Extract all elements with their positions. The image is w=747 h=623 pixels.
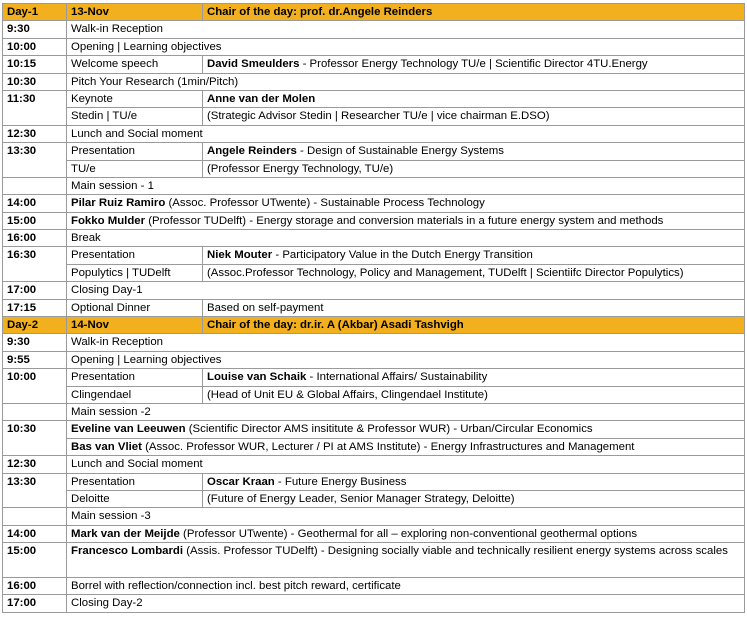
activity-text: Borrel with reflection/connection incl. best pitch reward, certificate xyxy=(71,579,401,592)
activity-text: Break xyxy=(71,232,101,245)
schedule-row xyxy=(3,525,745,542)
time-cell: 15:00 xyxy=(3,543,67,578)
activity-cell xyxy=(67,577,745,594)
detail-cell xyxy=(203,299,745,316)
time-cell: 14:00 xyxy=(3,195,67,212)
time-cell: 9:55 xyxy=(3,351,67,368)
speaker-name: Niek Mouter xyxy=(207,249,273,262)
detail-cell xyxy=(203,247,745,264)
time-cell: 16:00 xyxy=(3,230,67,247)
time-cell: 10:30 xyxy=(3,73,67,90)
schedule-row xyxy=(3,56,745,73)
session-label-cell: Populytics | TUDelft xyxy=(67,264,203,281)
schedule-row xyxy=(3,334,745,351)
activity-text: Closing Day-2 xyxy=(71,597,143,610)
time-cell xyxy=(3,177,67,194)
time-cell xyxy=(3,403,67,420)
time-cell: 15:00 xyxy=(3,212,67,229)
speaker-name: Eveline van Leeuwen xyxy=(71,423,186,436)
activity-text: Walk-in Reception xyxy=(71,23,164,36)
schedule-row xyxy=(3,143,745,160)
activity-cell xyxy=(67,195,745,212)
detail-text: Based on self-payment xyxy=(207,301,324,314)
session-label-cell: Stedin | TU/e xyxy=(67,108,203,125)
session-label-cell: TU/e xyxy=(67,160,203,177)
schedule-row xyxy=(3,21,745,38)
day-header-row xyxy=(3,317,745,334)
activity-text: Lunch and Social moment xyxy=(71,458,203,471)
schedule-row xyxy=(3,247,745,264)
schedule-row xyxy=(3,421,745,438)
time-cell: 13:30 xyxy=(3,473,67,490)
activity-cell xyxy=(67,21,745,38)
time-cell: 17:00 xyxy=(3,282,67,299)
day-label: Day-1 xyxy=(3,4,67,21)
time-cell: 10:30 xyxy=(3,421,67,438)
schedule-row xyxy=(3,508,745,525)
schedule-row xyxy=(3,108,745,125)
detail-cell xyxy=(203,490,745,507)
detail-text: (Assoc.Professor Technology, Policy and Management, TUDelft | Scientiifc Director Populytics) xyxy=(207,266,684,279)
schedule-row xyxy=(3,282,745,299)
speaker-name: Oscar Kraan xyxy=(207,475,275,488)
chair-label: Chair of the day: prof. dr.Angele Reinders xyxy=(203,4,745,21)
time-cell xyxy=(3,508,67,525)
detail-text: - Professor Energy Technology TU/e | Scientific Director 4TU.Energy xyxy=(299,58,648,71)
schedule-table xyxy=(2,3,745,613)
time-cell: 11:30 xyxy=(3,90,67,107)
detail-cell xyxy=(203,264,745,281)
day-label: Day-2 xyxy=(3,317,67,334)
activity-cell xyxy=(67,543,745,578)
schedule-row xyxy=(3,73,745,90)
session-label-cell: Presentation xyxy=(67,369,203,386)
schedule-row xyxy=(3,577,745,594)
date-label: 14-Nov xyxy=(67,317,203,334)
activity-cell xyxy=(67,212,745,229)
detail-text: - Future Energy Business xyxy=(274,475,407,488)
speaker-name: Francesco Lombardi xyxy=(71,545,184,558)
activity-text: Pitch Your Research (1min/Pitch) xyxy=(71,75,239,88)
session-label-cell: Presentation xyxy=(67,473,203,490)
time-cell: 12:30 xyxy=(3,125,67,142)
session-label-cell: Deloitte xyxy=(67,490,203,507)
activity-text: (Assoc. Professor WUR, Lecturer / PI at AMS Institute) - Energy Infrastructures and Management xyxy=(141,440,635,453)
session-label-cell: Optional Dinner xyxy=(67,299,203,316)
activity-cell xyxy=(67,125,745,142)
time-cell: 13:30 xyxy=(3,143,67,160)
schedule-row xyxy=(3,403,745,420)
session-label-cell: Keynote xyxy=(67,90,203,107)
activity-text: Walk-in Reception xyxy=(71,336,164,349)
speaker-name: Bas van Vliet xyxy=(71,440,142,453)
schedule-row xyxy=(3,595,745,612)
speaker-name: Fokko Mulder xyxy=(71,214,146,227)
schedule-row xyxy=(3,438,745,455)
speaker-name: Louise van Schaik xyxy=(207,371,307,384)
time-cell: 12:30 xyxy=(3,456,67,473)
schedule-row xyxy=(3,490,745,507)
detail-text: (Future of Energy Leader, Senior Manager Strategy, Deloitte) xyxy=(207,492,515,505)
activity-text: Main session - 1 xyxy=(71,179,154,192)
time-cell: 10:00 xyxy=(3,369,67,386)
schedule-row xyxy=(3,125,745,142)
day-header-row xyxy=(3,4,745,21)
schedule-row xyxy=(3,386,745,403)
schedule-row xyxy=(3,264,745,281)
activity-cell xyxy=(67,595,745,612)
chair-label: Chair of the day: dr.ir. A (Akbar) Asadi Tashvigh xyxy=(203,317,745,334)
schedule-row xyxy=(3,543,745,578)
activity-cell xyxy=(67,508,745,525)
schedule-row xyxy=(3,299,745,316)
activity-text: Closing Day-1 xyxy=(71,284,143,297)
time-cell xyxy=(3,386,67,403)
detail-text: (Strategic Advisor Stedin | Researcher TU/e | vice chairman E.DSO) xyxy=(207,110,550,123)
activity-text: Main session -2 xyxy=(71,405,151,418)
time-cell xyxy=(3,490,67,507)
speaker-name: Mark van der Meijde xyxy=(71,527,180,540)
schedule-row xyxy=(3,473,745,490)
activity-cell xyxy=(67,438,745,455)
time-cell: 10:15 xyxy=(3,56,67,73)
activity-cell xyxy=(67,334,745,351)
detail-cell xyxy=(203,143,745,160)
time-cell: 17:00 xyxy=(3,595,67,612)
activity-cell xyxy=(67,351,745,368)
schedule-row xyxy=(3,456,745,473)
activity-text: (Professor TUDelft) - Energy storage and conversion materials in a future energy system and methods xyxy=(145,214,664,227)
session-label-cell: Welcome speech xyxy=(67,56,203,73)
time-cell: 9:30 xyxy=(3,21,67,38)
activity-text: (Assoc. Professor UTwente) - Sustainable Process Technology xyxy=(165,197,485,210)
activity-cell xyxy=(67,403,745,420)
time-cell xyxy=(3,264,67,281)
activity-text: Lunch and Social moment xyxy=(71,127,203,140)
time-cell: 16:00 xyxy=(3,577,67,594)
detail-cell xyxy=(203,369,745,386)
time-cell: 16:30 xyxy=(3,247,67,264)
time-cell: 9:30 xyxy=(3,334,67,351)
schedule-row xyxy=(3,160,745,177)
detail-text: - Participatory Value in the Dutch Energy Transition xyxy=(272,249,533,262)
activity-cell xyxy=(67,421,745,438)
schedule-row xyxy=(3,195,745,212)
schedule-row xyxy=(3,230,745,247)
schedule-row xyxy=(3,212,745,229)
session-label-cell: Presentation xyxy=(67,247,203,264)
time-cell: 10:00 xyxy=(3,38,67,55)
session-label-cell: Clingendael xyxy=(67,386,203,403)
detail-cell xyxy=(203,160,745,177)
session-label-cell: Presentation xyxy=(67,143,203,160)
speaker-name: Anne van der Molen xyxy=(207,92,316,105)
time-cell xyxy=(3,438,67,455)
activity-text: (Assis. Professor TUDelft) - Designing socially viable and technically resilient energy systems across scales xyxy=(183,545,728,558)
time-cell xyxy=(3,160,67,177)
time-cell: 17:15 xyxy=(3,299,67,316)
activity-cell xyxy=(67,525,745,542)
detail-cell xyxy=(203,108,745,125)
activity-cell xyxy=(67,38,745,55)
detail-cell xyxy=(203,56,745,73)
speaker-name: David Smeulders xyxy=(207,58,300,71)
detail-text: (Head of Unit EU & Global Affairs, Clingendael Institute) xyxy=(207,388,488,401)
time-cell xyxy=(3,108,67,125)
activity-text: Opening | Learning objectives xyxy=(71,353,222,366)
activity-text: Main session -3 xyxy=(71,510,151,523)
detail-cell xyxy=(203,386,745,403)
activity-cell xyxy=(67,282,745,299)
schedule-row xyxy=(3,38,745,55)
detail-text: - Design of Sustainable Energy Systems xyxy=(296,145,504,158)
speaker-name: Angele Reinders xyxy=(207,145,297,158)
schedule-row xyxy=(3,177,745,194)
activity-cell xyxy=(67,230,745,247)
detail-cell xyxy=(203,473,745,490)
date-label: 13-Nov xyxy=(67,4,203,21)
detail-text: - International Affairs/ Sustainability xyxy=(306,371,488,384)
activity-cell xyxy=(67,456,745,473)
schedule-row xyxy=(3,369,745,386)
schedule-row xyxy=(3,351,745,368)
detail-text: (Professor Energy Technology, TU/e) xyxy=(207,162,394,175)
time-cell: 14:00 xyxy=(3,525,67,542)
detail-cell xyxy=(203,90,745,107)
activity-text: (Professor UTwente) - Geothermal for all – exploring non-conventional geothermal options xyxy=(179,527,638,540)
activity-text: Opening | Learning objectives xyxy=(71,40,222,53)
schedule-body xyxy=(3,4,745,613)
schedule-row xyxy=(3,90,745,107)
speaker-name: Pilar Ruiz Ramiro xyxy=(71,197,166,210)
activity-text: (Scientific Director AMS insititute & Professor WUR) - Urban/Circular Economics xyxy=(185,423,593,436)
activity-cell xyxy=(67,73,745,90)
activity-cell xyxy=(67,177,745,194)
